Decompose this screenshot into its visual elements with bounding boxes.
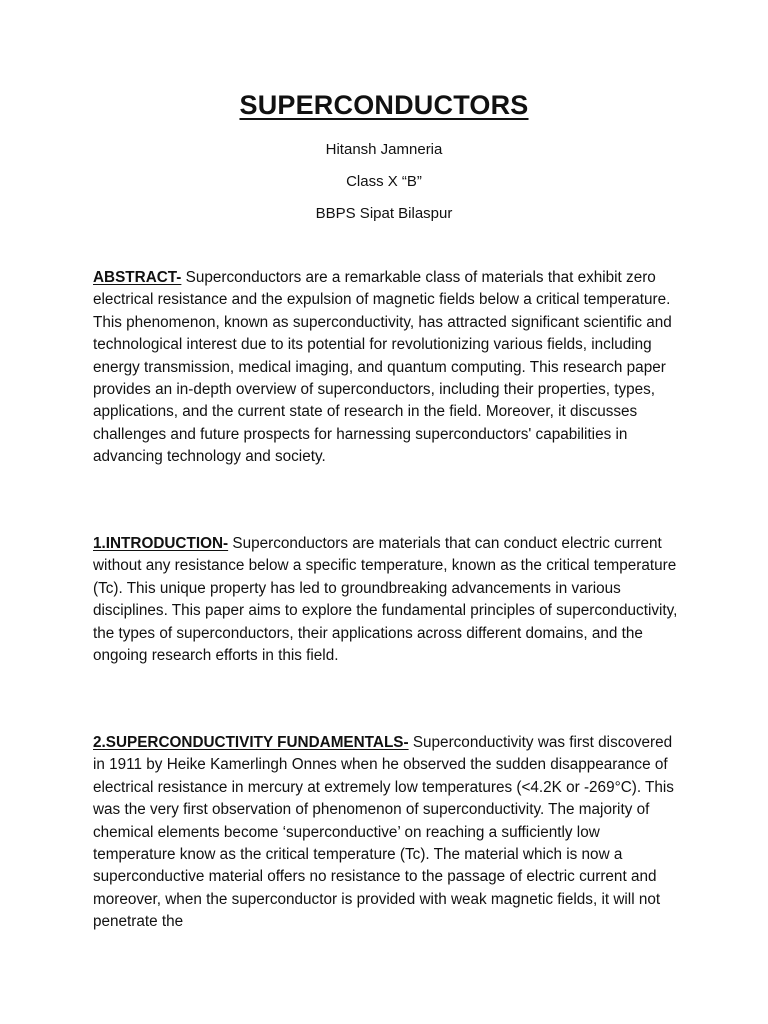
introduction-section: [93, 533, 683, 667]
abstract-section: [93, 267, 683, 469]
page-title: SUPERCONDUCTORS: [239, 90, 529, 120]
fundamentals-section: [93, 732, 683, 934]
author-name: Hitansh Jamneria: [325, 141, 443, 158]
abstract-body: Superconductors are a remarkable class of materials that exhibit zero electrical resistance and the expulsion of magnetic fields below a critical temperature. This phenomenon, known as superconductivity, has attracted significant scientific and technological interest due to its potential for revolutionizing various fields, including energy transmission, medical imaging, and quantum computing. This research paper provides an in-depth overview of superconductors, including their properties, types, applications, and the current state of research in the field. Moreover, it discusses challenges and future prospects for harnessing superconductors' capabilities in advancing technology and society.: [93, 269, 672, 466]
abstract-heading: ABSTRACT-: [93, 269, 182, 286]
introduction-body: Superconductors are materials that can conduct electric current without any resistance below a specific temperature, known as the critical temperature (Tc). This unique property has led to groundbreaking advancements in various disciplines. This paper aims to explore the fundamental principles of superconductivity, the types of superconductors, their applications across different domains, and the ongoing research efforts in this field.: [93, 535, 678, 665]
fundamentals-body: Superconductivity was first discovered in 1911 by Heike Kamerlingh Onnes when he observed the sudden disappearance of electrical resistance in mercury at extremely low temperatures (<4.2K or -269°C). This was the very first observation of phenomenon of superconductivity. The majority of chemical elements become ‘superconductive’ on reaching a sufficiently low temperature know as the critical temperature (Tc). The material which is now a superconductive material offers no resistance to the passage of electric current and moreover, when the superconductor is provided with weak magnetic fields, it will not penetrate the: [93, 734, 674, 931]
school-name: BBPS Sipat Bilaspur: [315, 205, 453, 222]
fundamentals-heading: 2.SUPERCONDUCTIVITY FUNDAMENTALS-: [93, 734, 409, 751]
introduction-heading: 1.INTRODUCTION-: [93, 535, 229, 552]
class-label: Class X “B”: [346, 173, 422, 190]
